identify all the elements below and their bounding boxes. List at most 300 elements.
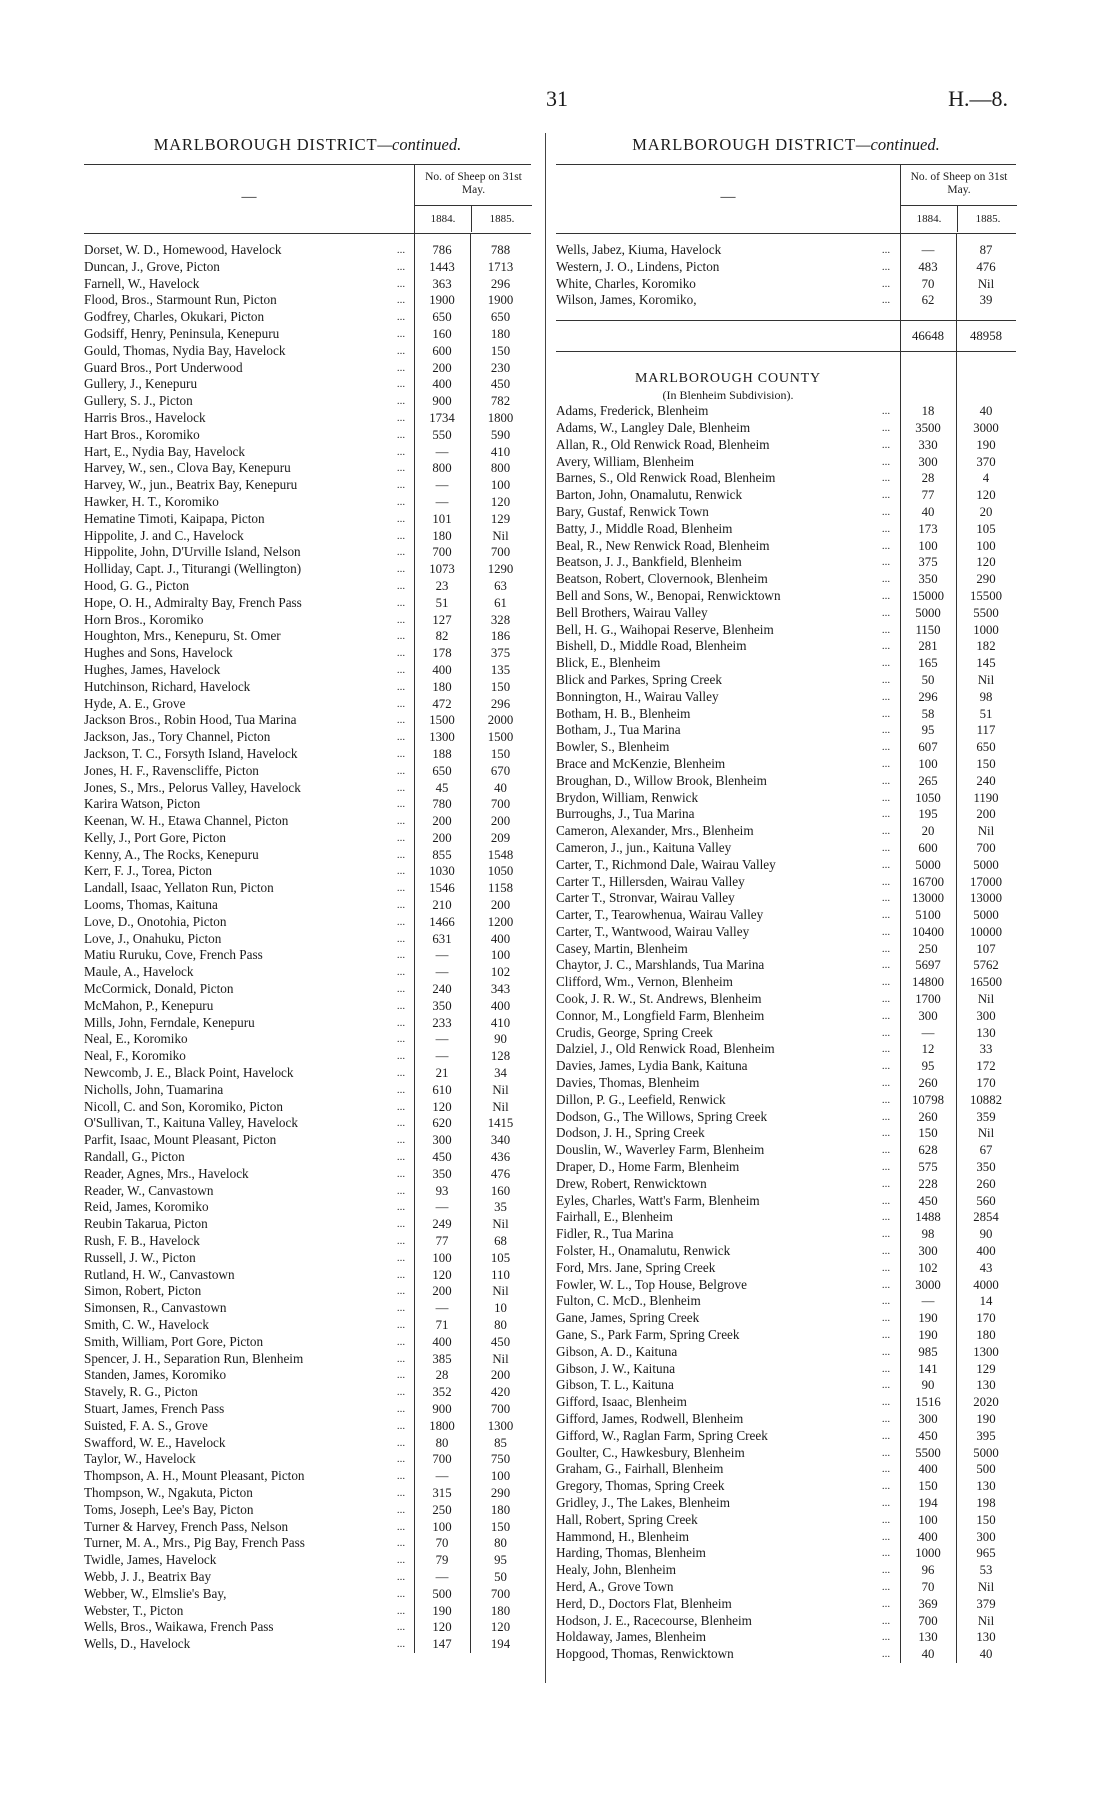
sheep-count-1885: 172 xyxy=(976,1059,996,1074)
sheep-count-1885: 17000 xyxy=(970,874,1002,889)
table-row xyxy=(84,1031,531,1048)
sheep-count-1885: 750 xyxy=(490,1452,511,1467)
sheep-count-1884: 160 xyxy=(432,326,452,341)
sheep-count-1884: 1300 xyxy=(429,730,455,745)
table-row xyxy=(556,437,1016,454)
year-1885-header: 1885. xyxy=(471,206,532,232)
leader-dots: ... xyxy=(396,479,406,492)
owner-name: McCormick, Donald, Picton xyxy=(84,981,234,997)
owner-name: Farnell, W., Havelock xyxy=(84,275,200,291)
sheep-count-1885: 1200 xyxy=(487,914,514,929)
sheep-count-1885: 150 xyxy=(976,1512,996,1527)
owner-name: Hope, O. H., Admiralty Bay, French Pass xyxy=(84,594,302,610)
owner-name: Houghton, Mrs., Kenepuru, St. Omer xyxy=(84,628,281,644)
sheep-count-1885: 33 xyxy=(979,1042,993,1057)
owner-name: Gibson, A. D., Kaituna xyxy=(556,1343,678,1359)
sheep-count-1885: 400 xyxy=(490,998,511,1013)
sheep-count-1885: 128 xyxy=(490,1049,511,1064)
sheep-count-1885: 180 xyxy=(490,1603,511,1618)
table-row xyxy=(84,1317,531,1334)
table-row xyxy=(556,1613,1016,1630)
sheep-count-1884: 90 xyxy=(921,1378,935,1393)
sheep-count-1884: — xyxy=(435,1301,449,1316)
sheep-count-1884: 363 xyxy=(432,276,452,291)
table-row xyxy=(556,1193,1016,1210)
leader-dots: ... xyxy=(396,1033,406,1046)
sheep-count-1884: 200 xyxy=(432,1284,452,1299)
leader-dots: ... xyxy=(881,1547,891,1560)
owner-name: Reid, James, Koromiko xyxy=(84,1199,209,1215)
sheep-count-1884: 3000 xyxy=(915,1277,941,1292)
sheep-count-1885: 1000 xyxy=(973,622,999,637)
leader-dots: ... xyxy=(396,1335,406,1348)
leader-dots: ... xyxy=(396,1638,406,1651)
leader-dots: ... xyxy=(881,573,891,586)
sheep-count-1884: 50 xyxy=(921,672,935,687)
owner-name: Gridley, J., The Lakes, Blenheim xyxy=(556,1494,730,1510)
owner-name: Draper, D., Home Farm, Blenheim xyxy=(556,1159,740,1175)
sheep-count-1885: Nil xyxy=(977,992,995,1007)
owner-name: Simon, Robert, Picton xyxy=(84,1283,202,1299)
table-row xyxy=(556,470,1016,487)
table-row xyxy=(556,1327,1016,1344)
table-row xyxy=(556,1310,1016,1327)
leader-dots: ... xyxy=(396,848,406,861)
sheep-count-1884: 5697 xyxy=(915,958,941,973)
owner-name: Cameron, J., jun., Kaituna Valley xyxy=(556,839,732,855)
table-row xyxy=(556,622,1016,639)
owner-name: Herd, D., Doctors Flat, Blenheim xyxy=(556,1595,732,1611)
sheep-count-1884: 16700 xyxy=(912,874,944,889)
owner-name: Bishell, D., Middle Road, Blenheim xyxy=(556,638,747,654)
leader-dots: ... xyxy=(396,680,406,693)
table-row xyxy=(84,477,531,494)
table-row xyxy=(84,1351,531,1368)
owner-name: Carter T., Hillersden, Wairau Valley xyxy=(556,873,745,889)
sheep-count-1884: 1443 xyxy=(429,259,455,274)
sheep-count-1885: 85 xyxy=(494,1435,507,1450)
leader-dots: ... xyxy=(881,260,891,273)
table-row xyxy=(84,1636,531,1653)
table-row xyxy=(556,924,1016,941)
table-row xyxy=(556,941,1016,958)
leader-dots: ... xyxy=(881,1295,891,1308)
sheep-count-1885: 290 xyxy=(490,1485,511,1500)
owner-name: Gould, Thomas, Nydia Bay, Havelock xyxy=(84,342,286,358)
leader-dots: ... xyxy=(396,1251,406,1264)
sheep-count-1885: 1415 xyxy=(487,1116,514,1131)
table-row xyxy=(556,1243,1016,1260)
owner-name: Reader, Agnes, Mrs., Havelock xyxy=(84,1165,249,1181)
sheep-count-1884: 260 xyxy=(918,1076,938,1091)
leader-dots: ... xyxy=(881,1429,891,1442)
table-row xyxy=(556,454,1016,471)
sheep-count-1884: 375 xyxy=(918,555,938,570)
sheep-count-1884: 62 xyxy=(921,293,935,308)
leader-dots: ... xyxy=(881,657,891,670)
table-row xyxy=(556,1545,1016,1562)
leader-dots: ... xyxy=(881,1043,891,1056)
table-row xyxy=(556,1226,1016,1243)
leader-dots: ... xyxy=(881,1396,891,1409)
leader-dots: ... xyxy=(396,815,406,828)
sheep-count-1885: 1300 xyxy=(973,1344,999,1359)
owner-name: Toms, Joseph, Lee's Bay, Picton xyxy=(84,1501,254,1517)
table-row xyxy=(556,890,1016,907)
sheep-count-1884: 210 xyxy=(432,898,452,913)
leader-dots: ... xyxy=(881,825,891,838)
year-1884-header: 1884. xyxy=(916,213,942,225)
sheep-count-1884: 14800 xyxy=(912,975,944,990)
owner-name: White, Charles, Koromiko xyxy=(556,275,696,291)
leader-dots: ... xyxy=(881,505,891,518)
district-heading xyxy=(84,135,531,164)
sheep-count-1885: 230 xyxy=(490,360,511,375)
owner-name: Bell Brothers, Wairau Valley xyxy=(556,604,708,620)
sheep-count-1885: 135 xyxy=(490,662,511,677)
leader-dots: ... xyxy=(881,959,891,972)
sheep-count-1885: 1900 xyxy=(487,293,514,308)
sheep-count-1885: 420 xyxy=(490,1385,511,1400)
table-row xyxy=(84,1401,531,1418)
sheep-count-1884: 180 xyxy=(432,528,452,543)
sheep-count-1885: 50 xyxy=(494,1569,507,1584)
leader-dots: ... xyxy=(881,1648,891,1661)
sheep-count-1885: 4 xyxy=(982,471,990,486)
sheep-count-1885: 1713 xyxy=(487,259,514,274)
leader-dots: ... xyxy=(396,1100,406,1113)
leader-dots: ... xyxy=(881,472,891,485)
table-row xyxy=(84,645,531,662)
table-row xyxy=(556,1041,1016,1058)
leader-dots: ... xyxy=(881,841,891,854)
sheep-count-1885: 200 xyxy=(976,807,996,822)
owner-name: Webber, W., Elmslie's Bay, xyxy=(84,1585,227,1601)
owner-name: Webb, J. J., Beatrix Bay xyxy=(84,1568,212,1584)
leader-dots: ... xyxy=(396,1268,406,1281)
sheep-count-1885: Nil xyxy=(492,1217,509,1232)
leader-dots: ... xyxy=(396,1352,406,1365)
leader-dots: ... xyxy=(881,1463,891,1476)
sheep-count-1885: Nil xyxy=(492,1351,509,1366)
owner-name: Simonsen, R., Canvastown xyxy=(84,1300,227,1316)
owner-name: Hematine Timoti, Kaipapa, Picton xyxy=(84,510,265,526)
sheep-count-1885: 110 xyxy=(491,1267,510,1282)
owner-name: Dillon, P. G., Leefield, Renwick xyxy=(556,1091,726,1107)
owner-name: Dodson, J. H., Spring Creek xyxy=(556,1125,705,1141)
owner-name: Russell, J. W., Picton xyxy=(84,1249,196,1265)
sheep-count-1884: — xyxy=(435,948,449,963)
table-row xyxy=(84,612,531,629)
right-table-body xyxy=(556,234,1016,1663)
owner-name: Harvey, W., sen., Clova Bay, Kenepuru xyxy=(84,460,291,476)
sheep-count-1885: 10000 xyxy=(970,924,1002,939)
owner-name: Looms, Thomas, Kaituna xyxy=(84,897,218,913)
leader-dots: ... xyxy=(396,1587,406,1600)
sheep-count-1885: 379 xyxy=(976,1596,996,1611)
leader-dots: ... xyxy=(881,294,891,307)
owner-name: Horn Bros., Koromiko xyxy=(84,611,204,627)
leader-dots: ... xyxy=(881,1211,891,1224)
leader-dots: ... xyxy=(881,1513,891,1526)
sheep-count-1885: 375 xyxy=(490,646,511,661)
table-row xyxy=(556,689,1016,706)
table-row xyxy=(556,655,1016,672)
owner-name: Neal, E., Koromiko xyxy=(84,1031,188,1047)
sheep-count-1884: 233 xyxy=(432,1015,452,1030)
sheep-count-1885: 788 xyxy=(490,243,511,257)
owner-name: Bell, H. G., Waihopai Reserve, Blenheim xyxy=(556,621,774,637)
leader-dots: ... xyxy=(396,579,406,592)
sheep-count-1885: 43 xyxy=(979,1260,993,1275)
leader-dots: ... xyxy=(396,1453,406,1466)
sheep-count-1885: Nil xyxy=(977,672,995,687)
leader-dots: ... xyxy=(396,344,406,357)
column-rule xyxy=(470,234,471,1653)
sheep-count-1884: 1150 xyxy=(915,622,941,637)
sheep-count-1884: 1734 xyxy=(429,410,455,425)
table-row xyxy=(84,1552,531,1569)
leader-dots: ... xyxy=(396,260,406,273)
sheep-count-1884: 13000 xyxy=(912,891,944,906)
leader-dots: ... xyxy=(396,1570,406,1583)
county-subheading: (In Blenheim Subdivision). xyxy=(662,388,794,403)
owner-name: Beatson, Robert, Clovernook, Blenheim xyxy=(556,571,768,587)
leader-dots: ... xyxy=(881,690,891,703)
leader-dots: ... xyxy=(881,858,891,871)
table-row xyxy=(84,1267,531,1284)
owner-name: Hall, Robert, Spring Creek xyxy=(556,1511,698,1527)
sheep-count-1884: 350 xyxy=(432,998,452,1013)
sheep-count-1884: 450 xyxy=(918,1193,938,1208)
table-row xyxy=(556,504,1016,521)
sheep-count-caption: No. of Sheep on 31st May. xyxy=(901,165,1017,206)
owner-name: Connor, M., Longfield Farm, Blenheim xyxy=(556,1007,765,1023)
table-row xyxy=(84,746,531,763)
leader-dots: ... xyxy=(396,831,406,844)
sheep-count-1884: 575 xyxy=(918,1160,938,1175)
owner-name: O'Sullivan, T., Kaituna Valley, Havelock xyxy=(84,1115,298,1131)
sheep-count-1885: 100 xyxy=(490,478,511,493)
owner-name: Rush, F. B., Havelock xyxy=(84,1233,200,1249)
sheep-count-1885: 100 xyxy=(976,538,996,553)
sheep-count-1884: 80 xyxy=(435,1435,449,1450)
sheep-count-1884: 45 xyxy=(435,780,449,795)
owner-name: Crudis, George, Spring Creek xyxy=(556,1024,713,1040)
sheep-count-1885: 130 xyxy=(976,1025,996,1040)
table-row xyxy=(556,1428,1016,1445)
sheep-count-1884: 28 xyxy=(921,471,935,486)
sheep-count-1885: 476 xyxy=(976,259,996,274)
sheep-count-1885: 34 xyxy=(494,1066,507,1081)
sheep-count-1885: 150 xyxy=(976,756,996,771)
owner-name: Beal, R., New Renwick Road, Blenheim xyxy=(556,537,770,553)
owner-name: Botham, H. B., Blenheim xyxy=(556,705,691,721)
owner-name: Casey, Martin, Blenheim xyxy=(556,940,688,956)
sheep-count-1885: 450 xyxy=(490,377,511,392)
leader-dots: ... xyxy=(396,244,406,256)
table-row xyxy=(556,1646,1016,1663)
owner-name: Gibson, J. W., Kaituna xyxy=(556,1360,676,1376)
leader-dots: ... xyxy=(396,546,406,559)
sheep-count-1884: 70 xyxy=(435,1536,449,1551)
owner-name: Turner, M. A., Mrs., Pig Bay, French Pass xyxy=(84,1535,305,1551)
table-row xyxy=(84,729,531,746)
sheep-count-1885: 198 xyxy=(976,1495,996,1510)
table-row xyxy=(84,259,531,276)
sheep-count-1884: 315 xyxy=(432,1485,452,1500)
owner-name: Cameron, Alexander, Mrs., Blenheim xyxy=(556,823,754,839)
owner-name: Broughan, D., Willow Brook, Blenheim xyxy=(556,772,767,788)
table-row xyxy=(84,595,531,612)
sheep-count-1885: 200 xyxy=(490,814,511,829)
table-row xyxy=(84,1216,531,1233)
leader-dots: ... xyxy=(396,1117,406,1130)
leader-dots: ... xyxy=(396,865,406,878)
table-row xyxy=(84,1569,531,1586)
leader-dots: ... xyxy=(396,311,406,324)
sheep-count-1885: Nil xyxy=(977,1126,995,1141)
sheep-count-1884: 5500 xyxy=(915,1445,941,1460)
leader-dots: ... xyxy=(881,1127,891,1140)
sheep-count-1885: 16500 xyxy=(970,975,1002,990)
table-row xyxy=(84,830,531,847)
table-row xyxy=(556,1109,1016,1126)
owner-name: Herd, A., Grove Town xyxy=(556,1578,674,1594)
owner-name: Smith, C. W., Havelock xyxy=(84,1317,209,1332)
sheep-count-1884: 79 xyxy=(435,1553,449,1568)
owner-name: Carter T., Stronvar, Wairau Valley xyxy=(556,890,735,906)
table-row xyxy=(84,544,531,561)
owner-name: Harvey, W., jun., Beatrix Bay, Kenepuru xyxy=(84,477,298,493)
leader-dots: ... xyxy=(881,1009,891,1022)
sheep-count-1885: 105 xyxy=(490,1250,511,1265)
sheep-count-1885: 180 xyxy=(490,1502,511,1517)
column-divider xyxy=(545,133,546,1683)
table-row xyxy=(84,897,531,914)
table-row xyxy=(84,1115,531,1132)
sheep-count-1884: — xyxy=(435,1049,449,1064)
owner-name: Reubin Takarua, Picton xyxy=(84,1216,208,1232)
sheep-count-1884: 150 xyxy=(918,1479,938,1494)
sheep-count-1884: 95 xyxy=(921,1059,935,1074)
leader-dots: ... xyxy=(396,781,406,794)
table-row xyxy=(556,840,1016,857)
sheep-count-1885: 170 xyxy=(976,1076,996,1091)
sheep-count-1884: 631 xyxy=(432,931,452,946)
leader-dots: ... xyxy=(396,915,406,928)
sheep-count-1885: 395 xyxy=(976,1428,996,1443)
table-row xyxy=(556,554,1016,571)
sheep-count-1885: 410 xyxy=(490,444,511,459)
owner-name: Eyles, Charles, Watt's Farm, Blenheim xyxy=(556,1192,760,1208)
leader-dots: ... xyxy=(881,606,891,619)
sheep-count-1884: 400 xyxy=(432,377,452,392)
sheep-count-1884: 190 xyxy=(918,1328,938,1343)
sheep-count-1885: 120 xyxy=(490,494,511,509)
owner-name: Wells, Jabez, Kiuma, Havelock xyxy=(556,242,722,257)
leader-dots: ... xyxy=(396,1369,406,1382)
sheep-count-1885: 800 xyxy=(490,461,511,476)
sheep-count-1885: 1050 xyxy=(487,864,514,879)
leader-dots: ... xyxy=(396,1083,406,1096)
leader-dots: ... xyxy=(396,697,406,710)
owner-name: Barton, John, Onamalutu, Renwick xyxy=(556,487,743,503)
sheep-count-1884: 178 xyxy=(432,646,452,661)
owner-name: Hodson, J. E., Racecourse, Blenheim xyxy=(556,1612,752,1628)
table-row xyxy=(84,696,531,713)
table-row xyxy=(556,521,1016,538)
sheep-count-1884: 400 xyxy=(432,662,452,677)
table-row xyxy=(84,1300,531,1317)
sheep-count-1884: 21 xyxy=(435,1066,449,1081)
sheep-count-1885: 1300 xyxy=(487,1418,514,1433)
leader-dots: ... xyxy=(881,421,891,434)
table-row xyxy=(556,1058,1016,1075)
table-row xyxy=(556,1495,1016,1512)
owner-name: Jackson, Jas., Tory Channel, Picton xyxy=(84,729,271,745)
sheep-count-1885: 150 xyxy=(490,343,511,358)
sheep-count-1884: 620 xyxy=(432,1116,452,1131)
leader-dots: ... xyxy=(881,707,891,720)
sheep-count-1884: 900 xyxy=(432,394,452,409)
leader-dots: ... xyxy=(881,1177,891,1190)
leader-dots: ... xyxy=(881,455,891,468)
sheep-count-1884: 200 xyxy=(432,360,452,375)
sheep-count-1885: 120 xyxy=(490,1620,511,1635)
sheep-count-1884: 147 xyxy=(432,1637,452,1652)
right-column xyxy=(556,135,1016,1663)
owner-name: Guard Bros., Port Underwood xyxy=(84,359,243,375)
owner-name: Flood, Bros., Starmount Run, Picton xyxy=(84,292,277,308)
sheep-count-1884: 300 xyxy=(918,1412,938,1426)
district-heading xyxy=(556,135,1016,164)
table-row xyxy=(84,1166,531,1183)
table-row xyxy=(84,1468,531,1485)
table-row xyxy=(84,679,531,696)
sheep-count-1884: 385 xyxy=(432,1351,452,1366)
sheep-count-1885: 105 xyxy=(976,521,996,536)
left-table-body xyxy=(84,234,531,1653)
leader-dots: ... xyxy=(881,993,891,1006)
leader-dots: ... xyxy=(396,1184,406,1197)
leader-dots: ... xyxy=(881,244,891,256)
sheep-count-1885: 15500 xyxy=(970,588,1002,603)
owner-name: Reader, W., Canvastown xyxy=(84,1182,214,1198)
name-column-header: — xyxy=(241,189,257,205)
sheep-count-1884: 100 xyxy=(432,1250,452,1265)
owner-name: Swafford, W. E., Havelock xyxy=(84,1434,226,1450)
owner-name: Burroughs, J., Tua Marina xyxy=(556,806,695,822)
sheep-count-1884: 200 xyxy=(432,814,452,829)
sheep-count-1885: 240 xyxy=(976,773,996,788)
sheep-count-1884: 194 xyxy=(918,1495,938,1510)
table-row xyxy=(556,773,1016,790)
sheep-count-1885: Nil xyxy=(977,1613,995,1628)
owner-name: Maule, A., Havelock xyxy=(84,964,194,980)
sheep-count-1884: 150 xyxy=(918,1126,938,1141)
sheep-count-1885: 180 xyxy=(976,1328,996,1343)
leader-dots: ... xyxy=(881,1446,891,1459)
table-row xyxy=(556,1377,1016,1394)
table-row xyxy=(84,444,531,461)
table-row xyxy=(84,1535,531,1552)
leader-dots: ... xyxy=(881,1144,891,1157)
leader-dots: ... xyxy=(396,663,406,676)
leader-dots: ... xyxy=(881,539,891,552)
table-row xyxy=(556,1344,1016,1361)
owner-name: Wilson, James, Koromiko, xyxy=(556,292,697,308)
